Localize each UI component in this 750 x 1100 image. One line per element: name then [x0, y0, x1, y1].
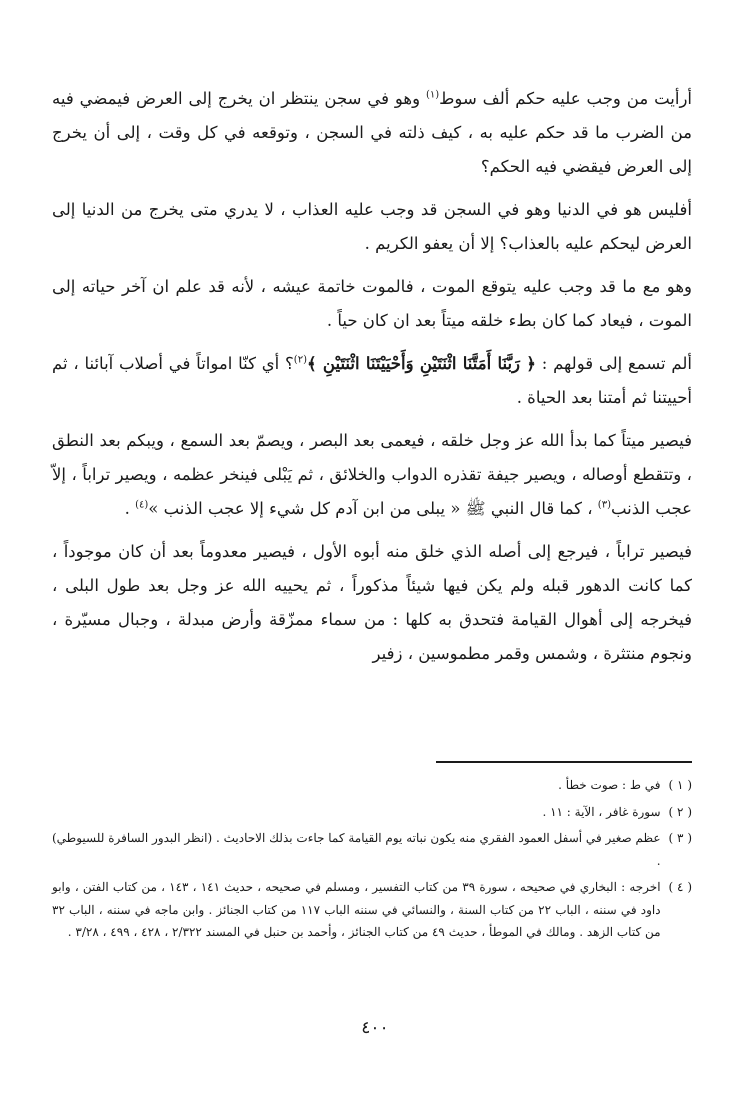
footnote-item [52, 827, 692, 872]
footnote-ref-2: (٢) [293, 354, 307, 366]
footnote-text: عظم صغير في أسفل العمود الفقري منه يكون نباته يوم القيامة كما جاءت بذلك الاحاديث . (انظر البدور السافرة للسيوطي) . [52, 831, 661, 868]
quran-verse: ﴿ رَبَّنَا أَمَتَّنَا اثْنَتَيْنِ وَأَحْيَيْتَنَا اثْنَتَيْنِ ﴾ [306, 354, 536, 373]
page-number: ٤٠٠ [361, 1018, 389, 1038]
paragraph-5-text-cont: ، كما قال النبي ﷺ « يبلى من ابن آدم كل شيء إلا عجب الذنب » [148, 499, 598, 518]
main-text [52, 82, 692, 671]
footnote-number: ( ٣ ) [668, 831, 692, 845]
footnote-text: في ط : صوت خطأ . [558, 778, 661, 792]
footnote-number: ( ١ ) [668, 778, 692, 792]
paragraph-3: وهو مع ما قد وجب عليه يتوقع الموت ، فالموت خاتمة عيشه ، لأنه قد علم ان آخر حياته إلى الموت ، فيعاد كما كان بطء خلقه ميتاً بعد ان كان حياً . [52, 277, 692, 330]
footnote-item [52, 774, 692, 797]
paragraph-5-text-end: . [124, 499, 136, 518]
paragraph-2: أفليس هو في الدنيا وهو في السجن قد وجب عليه العذاب ، لا يدري متى يخرج من الدنيا إلى العرض ليحكم عليه بالعذاب؟ إلا أن يعفو الكريم . [52, 200, 692, 253]
paragraph-4-text: ألم تسمع إلى قولهم : [535, 354, 693, 373]
footnote-text: اخرجه : البخاري في صحيحه ، سورة ٣٩ من كتاب التفسير ، ومسلم في صحيحه ، حديث ١٤١ ، ١٤٣ ، من كتاب الفتن ، وابو داود في سننه ، الباب ٢٢ من كتاب السنة ، والنسائي في سننه الباب ١١٧ من كتاب الجنائز . وابن ماجه في سننه ، الباب ٣٢ من كتاب الزهد . ومالك في الموطأ ، حديث ٤٩ من كتاب الجنائز ، وأحمد بن حنبل في المسند ٢/٣٢٢ ، ٤٢٨ ، ٤٩٩ ، ٣/٢٨ . [52, 880, 661, 939]
footnote-divider [436, 761, 692, 763]
footnote-number: ( ٢ ) [668, 804, 692, 819]
paragraph-1 [52, 82, 692, 184]
footnotes-section [52, 774, 692, 948]
paragraph-5-text: فيصير ميتاً كما بدأ الله عز وجل خلقه ، فيعمى بعد البصر ، ويصمّ بعد السمع ، ويبكم بعد النطق ، وتتقطع أوصاله ، ويصير جيفة تقذره الدواب والخلائق ، ثم يَبْلى فينخر عظمه ، ويصير تراباً ، إلاّ عجب الذنب [52, 431, 692, 518]
footnote-text: سورة غافر ، الآية : ١١ . [542, 804, 661, 819]
footnote-item [52, 876, 692, 944]
paragraph-1-text: أرأيت من وجب عليه حكم ألف سوط [439, 89, 692, 108]
paragraph-4 [52, 347, 692, 415]
footnote-ref-4: (٤) [135, 499, 149, 511]
paragraph-6: فيصير تراباً ، فيرجع إلى أصله الذي خلق منه أبوه الأول ، فيصير معدوماً بعد أن كان موجوداً ، كما كانت الدهور قبله ولم يكن فيها شيئاً مذكوراً ، ثم يحييه الله عز وجل بعد طول البلى ، فيخرجه إلى أهوال القيامة فتحدق به كلها : من سماء ممزّقة وأرض مبدلة ، وجبال مسيّرة ، ونجوم منتثرة ، وشمس وقمر مطموسين ، زفير [52, 542, 692, 663]
footnote-ref-3: (٣) [597, 499, 611, 511]
paragraph-1-text-cont: وهو في سجن ينتظر ان يخرج إلى العرض فيمضي فيه من الضرب ما قد حكم عليه به ، كيف ذلته في السجن ، وتوقعه في كل وقت ، إلى أن يخرج إلى العرض فيقضي فيه الحكم؟ [52, 89, 692, 176]
footnote-ref-1: (١) [425, 89, 440, 101]
paragraph-5 [52, 424, 692, 526]
paragraph-4-text-cont: ؟ أي كنّا امواتاً في أصلاب آبائنا ، ثم أحييتنا ثم أمتنا بعد الحياة . [52, 354, 692, 407]
footnote-item [52, 801, 692, 824]
footnote-number: ( ٤ ) [668, 880, 692, 894]
